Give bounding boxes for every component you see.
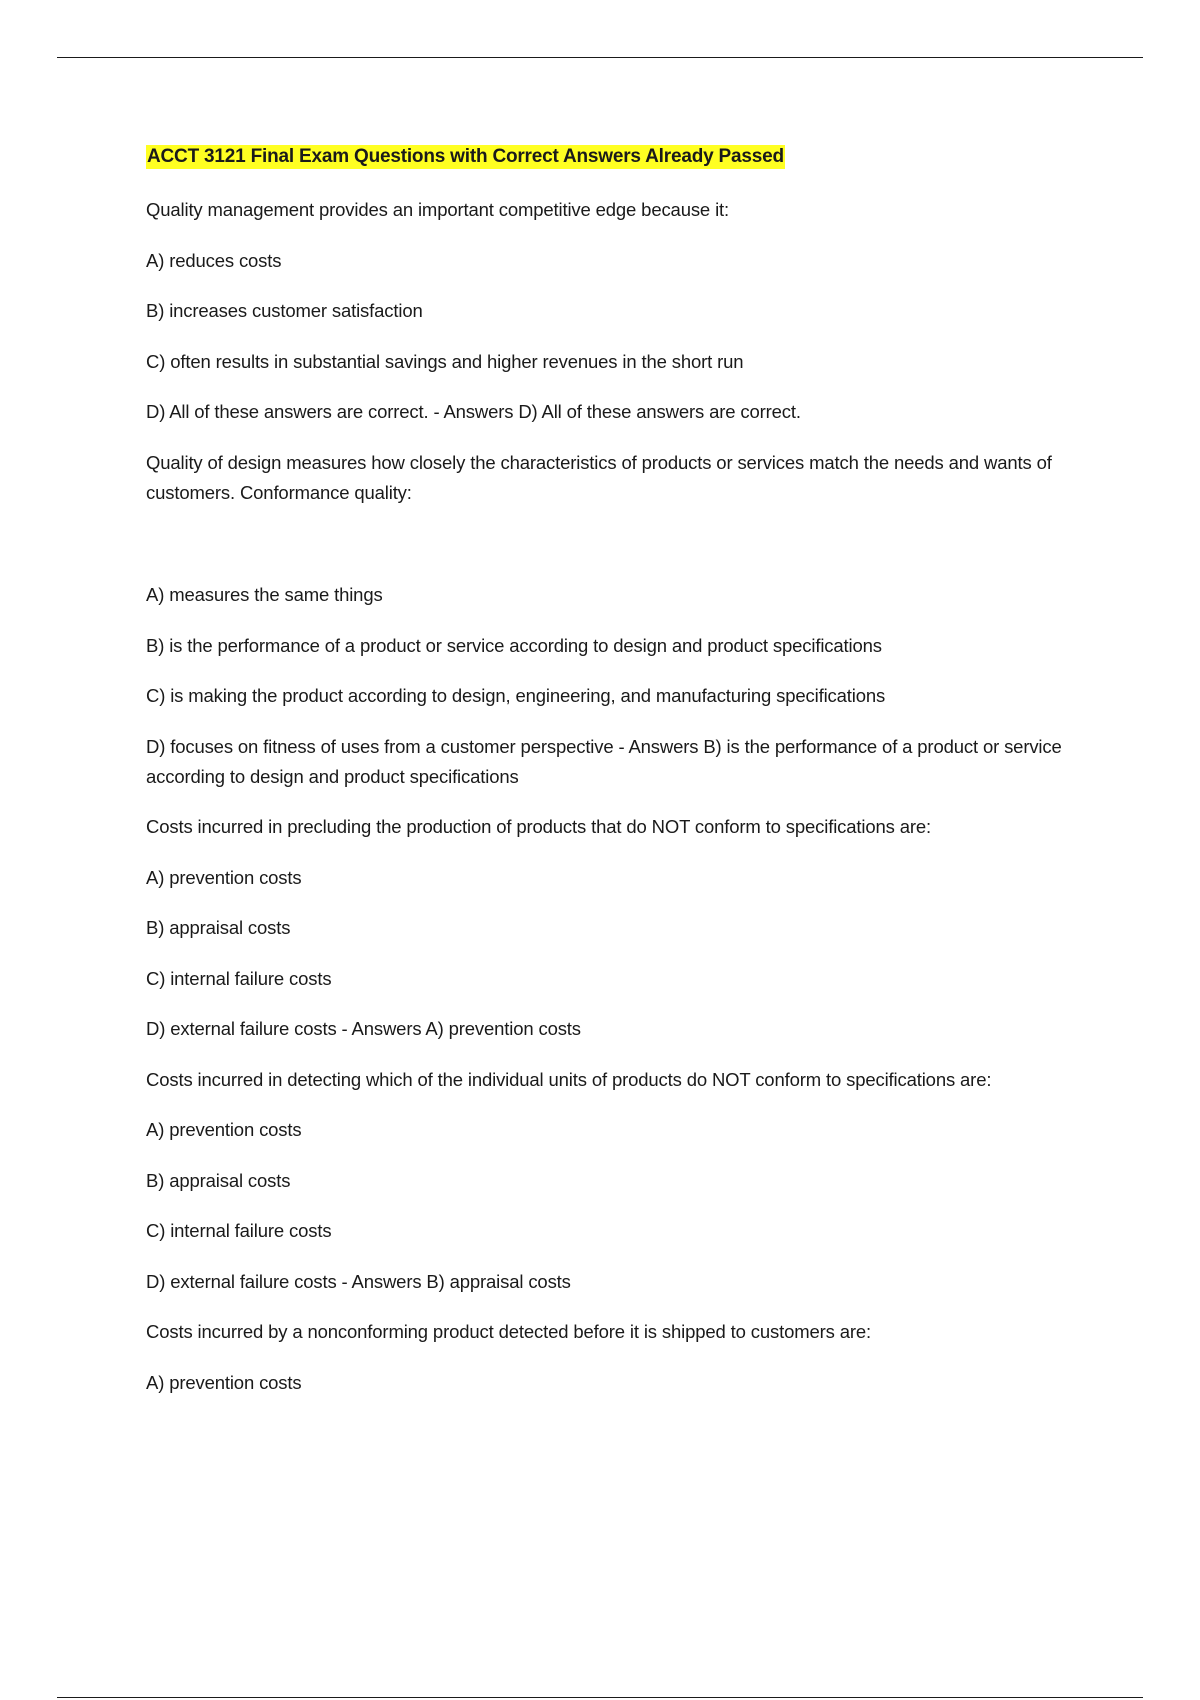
question-3-stem: Costs incurred in precluding the production of products that do NOT conform to specifications are: (146, 816, 931, 837)
footer-rule (57, 1697, 1143, 1698)
question-4-option-d-answer: D) external failure costs - Answers B) appraisal costs (146, 1270, 571, 1292)
question-1-option-b: B) increases customer satisfaction (146, 300, 423, 321)
blank-gap (146, 528, 1081, 580)
question-1-stem: Quality management provides an important competitive edge because it: (146, 199, 730, 220)
question-2-option-d-answer: D) focuses on fitness of uses from a customer perspective - Answers B) is the performance of a product or service according to design and product specifications (146, 735, 1062, 787)
question-1-option-a: A) reduces costs (146, 249, 282, 271)
question-2-option-a: A) measures the same things (146, 584, 383, 605)
question-2-option-b: B) is the performance of a product or service according to design and product specifications (146, 634, 882, 656)
question-2-option-c: C) is making the product according to design, engineering, and manufacturing specifications (146, 685, 886, 706)
question-1-option-c: C) often results in substantial savings and higher revenues in the short run (146, 350, 744, 372)
question-2-stem: Quality of design measures how closely the characteristics of products or services match the needs and wants of customers. Conformance quality: (146, 451, 1052, 503)
question-5-stem: Costs incurred by a nonconforming product detected before it is shipped to customers are: (146, 1321, 871, 1342)
question-3-option-a: A) prevention costs (146, 866, 302, 888)
question-4-option-a: A) prevention costs (146, 1119, 302, 1140)
question-3-option-b: B) appraisal costs (146, 917, 291, 938)
question-3-option-c: C) internal failure costs (146, 967, 332, 989)
document-title: ACCT 3121 Final Exam Questions with Correct Answers Already Passed (147, 146, 784, 167)
question-5-option-a: A) prevention costs (146, 1371, 302, 1393)
question-4-option-c: C) internal failure costs (146, 1220, 332, 1241)
question-1-option-d-answer: D) All of these answers are correct. - Answers D) All of these answers are correct. (146, 401, 801, 422)
question-4-option-b: B) appraisal costs (146, 1169, 291, 1191)
document-body (146, 145, 1081, 1418)
question-3-option-d-answer: D) external failure costs - Answers A) prevention costs (146, 1018, 581, 1039)
header-rule (57, 57, 1143, 58)
question-4-stem: Costs incurred in detecting which of the individual units of products do NOT conform to specifications are: (146, 1068, 992, 1090)
